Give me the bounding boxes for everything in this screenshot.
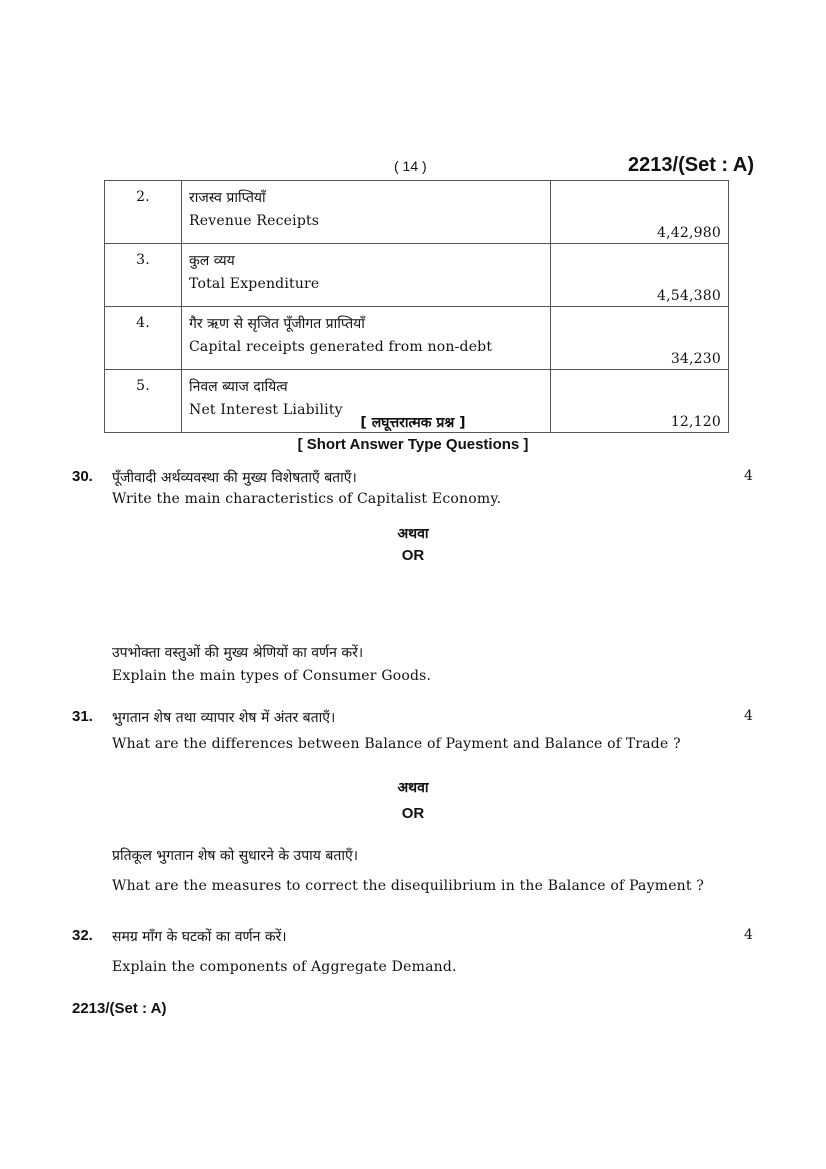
row-label-english: Revenue Receipts xyxy=(189,213,320,229)
question-text-hindi: पूँजीवादी अर्थव्यवस्था की मुख्य विशेषताएँ बताएँ। xyxy=(112,470,357,486)
row-number: 2. xyxy=(105,181,182,244)
question-text-hindi: समग्र माँग के घटकों का वर्णन करें। xyxy=(112,929,287,945)
section-heading-hindi: [ लघूत्तरात्मक प्रश्न ] xyxy=(360,415,466,431)
question-number: 31. xyxy=(72,708,93,725)
paper-code-footer: 2213/(Set : A) xyxy=(72,1000,167,1017)
row-number: 3. xyxy=(105,244,182,307)
question-number: 30. xyxy=(72,468,93,485)
question-marks: 4 xyxy=(744,708,754,724)
or-english: OR xyxy=(401,805,425,822)
alternative-text-english: What are the measures to correct the disequilibrium in the Balance of Payment ? xyxy=(112,878,705,894)
row-label-hindi: गैर ऋण से सृजित पूँजीगत प्राप्तियाँ xyxy=(189,316,365,332)
row-label-hindi: राजस्व प्राप्तियाँ xyxy=(189,190,266,206)
page-number: ( 14 ) xyxy=(394,158,427,174)
budget-table xyxy=(104,180,729,433)
row-label-hindi: कुल व्यय xyxy=(189,253,235,269)
table-row xyxy=(105,244,729,307)
table-row xyxy=(105,307,729,370)
row-value: 4,54,380 xyxy=(551,244,729,307)
row-label-english: Capital receipts generated from non-debt xyxy=(189,339,493,355)
table-row xyxy=(105,181,729,244)
question-text-english: Write the main characteristics of Capitalist Economy. xyxy=(112,491,502,507)
row-label-hindi: निवल ब्याज दायित्व xyxy=(189,379,288,395)
alternative-text-english: Explain the main types of Consumer Goods. xyxy=(112,668,432,684)
row-value: 12,120 xyxy=(551,370,729,433)
question-marks: 4 xyxy=(744,468,754,484)
question-marks: 4 xyxy=(744,927,754,943)
alternative-text-hindi: प्रतिकूल भुगतान शेष को सुधारने के उपाय बताएँ। xyxy=(112,848,359,864)
question-text-hindi: भुगतान शेष तथा व्यापार शेष में अंतर बताएँ। xyxy=(112,710,336,726)
row-label-english: Total Expenditure xyxy=(189,276,320,292)
paper-code-header: 2213/(Set : A) xyxy=(628,154,754,176)
question-text-english: What are the differences between Balance of Payment and Balance of Trade ? xyxy=(112,736,681,752)
row-value: 4,42,980 xyxy=(551,181,729,244)
or-hindi: अथवा xyxy=(397,526,429,542)
row-number: 4. xyxy=(105,307,182,370)
alternative-text-hindi: उपभोक्ता वस्तुओं की मुख्य श्रेणियों का वर्णन करें। xyxy=(112,645,364,661)
row-label-english: Net Interest Liability xyxy=(189,402,343,418)
row-value: 34,230 xyxy=(551,307,729,370)
row-number: 5. xyxy=(105,370,182,433)
section-heading-english: [ Short Answer Type Questions ] xyxy=(297,436,529,453)
or-hindi: अथवा xyxy=(397,780,429,796)
question-number: 32. xyxy=(72,927,93,944)
question-text-english: Explain the components of Aggregate Demand. xyxy=(112,959,457,975)
or-english: OR xyxy=(401,547,425,564)
